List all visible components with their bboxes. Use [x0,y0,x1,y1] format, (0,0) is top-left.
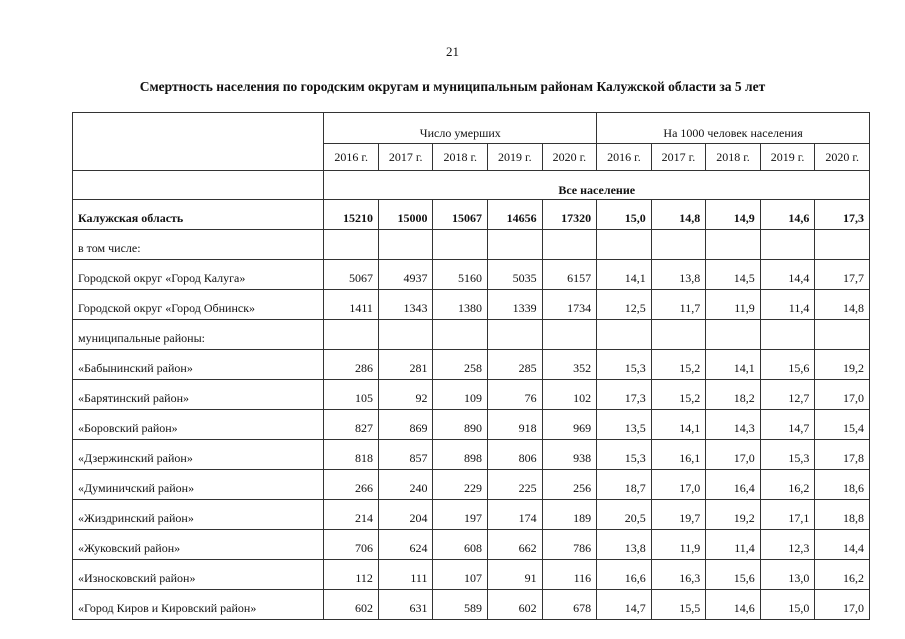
deaths-cell: 214 [324,500,379,530]
table-row [73,590,870,620]
row-name: «Думиничский район» [73,470,324,500]
year-header-deaths: 2019 г. [488,144,543,171]
empty-cell [760,230,815,260]
deaths-cell: 258 [433,350,488,380]
table-row [73,290,870,320]
year-header-rate: 2016 г. [597,144,652,171]
rate-cell: 14,7 [760,410,815,440]
empty-cell [597,230,652,260]
deaths-cell: 938 [542,440,597,470]
rate-cell: 17,3 [815,200,870,230]
deaths-cell: 285 [488,350,543,380]
empty-cell [706,320,761,350]
section-label: Все население [324,171,870,200]
row-name: «Барятинский район» [73,380,324,410]
deaths-cell: 602 [324,590,379,620]
rate-cell: 13,5 [597,410,652,440]
deaths-cell: 109 [433,380,488,410]
deaths-cell: 5067 [324,260,379,290]
rate-cell: 18,8 [815,500,870,530]
rate-cell: 18,2 [706,380,761,410]
rate-cell: 17,8 [815,440,870,470]
empty-cell [488,230,543,260]
table-row [73,260,870,290]
empty-cell [706,230,761,260]
header-empty-cell [73,113,324,171]
rate-cell: 14,1 [651,410,706,440]
table-row [73,380,870,410]
deaths-cell: 890 [433,410,488,440]
table-row [73,530,870,560]
rate-cell: 14,4 [815,530,870,560]
deaths-cell: 116 [542,560,597,590]
year-header-deaths: 2016 г. [324,144,379,171]
table-row [73,470,870,500]
rate-cell: 15,4 [815,410,870,440]
empty-cell [760,320,815,350]
deaths-cell: 857 [378,440,433,470]
deaths-cell: 105 [324,380,379,410]
row-name: Городской округ «Город Обнинск» [73,290,324,320]
rate-cell: 15,2 [651,350,706,380]
deaths-cell: 107 [433,560,488,590]
rate-cell: 13,8 [597,530,652,560]
deaths-cell: 266 [324,470,379,500]
row-name: «Город Киров и Кировский район» [73,590,324,620]
deaths-cell: 624 [378,530,433,560]
deaths-cell: 706 [324,530,379,560]
rate-cell: 15,3 [760,440,815,470]
deaths-cell: 1339 [488,290,543,320]
empty-cell [324,230,379,260]
deaths-cell: 256 [542,470,597,500]
rate-cell: 14,6 [760,200,815,230]
deaths-cell: 15210 [324,200,379,230]
year-header-rate: 2019 г. [760,144,815,171]
deaths-cell: 602 [488,590,543,620]
rate-cell: 15,5 [651,590,706,620]
rate-cell: 18,7 [597,470,652,500]
deaths-cell: 197 [433,500,488,530]
table-row [73,440,870,470]
mortality-table [72,112,870,620]
empty-cell [488,320,543,350]
deaths-cell: 286 [324,350,379,380]
deaths-cell: 818 [324,440,379,470]
table-row [73,200,870,230]
deaths-cell: 111 [378,560,433,590]
rate-cell: 11,9 [651,530,706,560]
row-name: «Износковский район» [73,560,324,590]
empty-cell [378,230,433,260]
rate-cell: 17,0 [706,440,761,470]
rate-cell: 12,3 [760,530,815,560]
rate-cell: 17,0 [815,380,870,410]
row-name: «Дзержинский район» [73,440,324,470]
empty-cell [542,320,597,350]
group-header-deaths: Число умерших [324,113,597,144]
deaths-cell: 1734 [542,290,597,320]
deaths-cell: 6157 [542,260,597,290]
rate-cell: 14,9 [706,200,761,230]
subheader-row [73,320,870,350]
rate-cell: 15,0 [760,590,815,620]
table-body [73,113,870,620]
deaths-cell: 662 [488,530,543,560]
year-header-rate: 2017 г. [651,144,706,171]
rate-cell: 15,2 [651,380,706,410]
deaths-cell: 76 [488,380,543,410]
subheader-label: в том числе: [73,230,324,260]
rate-cell: 19,2 [706,500,761,530]
row-name: «Жиздринский район» [73,500,324,530]
deaths-cell: 1343 [378,290,433,320]
rate-cell: 14,1 [706,350,761,380]
page-number: 21 [446,44,459,59]
empty-cell [815,230,870,260]
empty-cell [815,320,870,350]
row-name: «Жуковский район» [73,530,324,560]
rate-cell: 14,4 [760,260,815,290]
empty-cell [597,320,652,350]
empty-cell [542,230,597,260]
rate-cell: 16,6 [597,560,652,590]
rate-cell: 16,3 [651,560,706,590]
year-header-rate: 2018 г. [706,144,761,171]
rate-cell: 19,2 [815,350,870,380]
year-header-deaths: 2017 г. [378,144,433,171]
rate-cell: 14,1 [597,260,652,290]
rate-cell: 13,8 [651,260,706,290]
deaths-cell: 352 [542,350,597,380]
deaths-cell: 918 [488,410,543,440]
table-row [73,560,870,590]
deaths-cell: 229 [433,470,488,500]
deaths-cell: 189 [542,500,597,530]
deaths-cell: 608 [433,530,488,560]
empty-cell [651,320,706,350]
rate-cell: 17,1 [760,500,815,530]
rate-cell: 15,6 [706,560,761,590]
rate-cell: 15,3 [597,440,652,470]
rate-cell: 12,5 [597,290,652,320]
deaths-cell: 678 [542,590,597,620]
deaths-cell: 112 [324,560,379,590]
rate-cell: 15,6 [760,350,815,380]
deaths-cell: 1411 [324,290,379,320]
rate-cell: 14,3 [706,410,761,440]
rate-cell: 15,3 [597,350,652,380]
row-name: Городской округ «Город Калуга» [73,260,324,290]
table-row [73,350,870,380]
rate-cell: 16,4 [706,470,761,500]
deaths-cell: 225 [488,470,543,500]
year-header-deaths: 2020 г. [542,144,597,171]
rate-cell: 13,0 [760,560,815,590]
rate-cell: 16,2 [815,560,870,590]
deaths-cell: 4937 [378,260,433,290]
rate-cell: 14,6 [706,590,761,620]
deaths-cell: 1380 [433,290,488,320]
deaths-cell: 91 [488,560,543,590]
empty-cell [433,230,488,260]
deaths-cell: 5160 [433,260,488,290]
rate-cell: 14,7 [597,590,652,620]
deaths-cell: 631 [378,590,433,620]
deaths-cell: 240 [378,470,433,500]
year-header-rate: 2020 г. [815,144,870,171]
year-header-deaths: 2018 г. [433,144,488,171]
rate-cell: 14,8 [815,290,870,320]
subheader-row [73,230,870,260]
row-name: «Бабынинский район» [73,350,324,380]
rate-cell: 17,0 [815,590,870,620]
section-empty-cell [73,171,324,200]
rate-cell: 19,7 [651,500,706,530]
rate-cell: 18,6 [815,470,870,500]
rate-cell: 17,7 [815,260,870,290]
deaths-cell: 92 [378,380,433,410]
deaths-cell: 898 [433,440,488,470]
deaths-cell: 589 [433,590,488,620]
rate-cell: 17,0 [651,470,706,500]
rate-cell: 11,4 [760,290,815,320]
rate-cell: 12,7 [760,380,815,410]
rate-cell: 11,4 [706,530,761,560]
deaths-cell: 204 [378,500,433,530]
rate-cell: 14,5 [706,260,761,290]
rate-cell: 11,9 [706,290,761,320]
deaths-cell: 806 [488,440,543,470]
document-title: Смертность населения по городским округам и муниципальным районам Калужской области за 5 лет [139,79,766,94]
empty-cell [433,320,488,350]
group-header-rate: На 1000 человек населения [597,113,870,144]
deaths-cell: 869 [378,410,433,440]
deaths-cell: 174 [488,500,543,530]
deaths-cell: 15000 [378,200,433,230]
rate-cell: 11,7 [651,290,706,320]
header-row-groups [73,113,870,144]
rate-cell: 17,3 [597,380,652,410]
deaths-cell: 281 [378,350,433,380]
rate-cell: 15,0 [597,200,652,230]
empty-cell [378,320,433,350]
empty-cell [651,230,706,260]
deaths-cell: 15067 [433,200,488,230]
section-row [73,171,870,200]
rate-cell: 16,2 [760,470,815,500]
rate-cell: 14,8 [651,200,706,230]
deaths-cell: 102 [542,380,597,410]
empty-cell [324,320,379,350]
table-row [73,500,870,530]
row-name: «Боровский район» [73,410,324,440]
subheader-label: муниципальные районы: [73,320,324,350]
rate-cell: 16,1 [651,440,706,470]
deaths-cell: 17320 [542,200,597,230]
deaths-cell: 14656 [488,200,543,230]
table-row [73,410,870,440]
deaths-cell: 786 [542,530,597,560]
row-name: Калужская область [73,200,324,230]
deaths-cell: 969 [542,410,597,440]
rate-cell: 20,5 [597,500,652,530]
deaths-cell: 827 [324,410,379,440]
deaths-cell: 5035 [488,260,543,290]
